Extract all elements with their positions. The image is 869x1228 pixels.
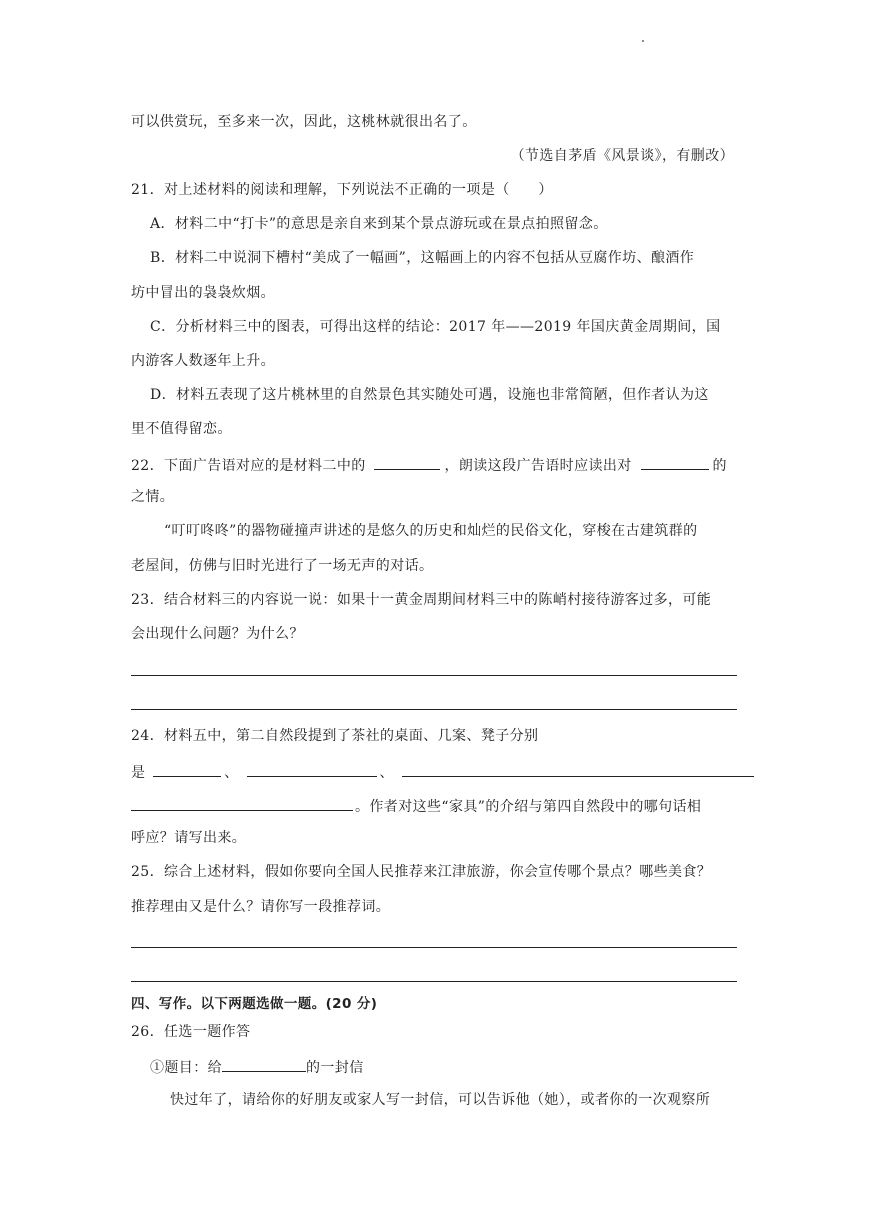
writing-prompt: 快过年了，请给你的好朋友或家人写一封信，可以告诉他（她），或者你的一次观察所: [170, 1092, 711, 1108]
answer-blank[interactable]: [374, 453, 440, 470]
answer-line[interactable]: [131, 947, 737, 948]
question-25-cont: 推荐理由又是什么？请你写一段推荐词。: [131, 899, 391, 915]
question-22-part2: ，朗读这段广告语时应读出对: [444, 458, 632, 474]
option-b: B．材料二中说洞下槽村“美成了一幅画”，这幅画上的内容不包括从豆腐作坊、酿酒作: [150, 250, 695, 266]
writing-topic: [150, 1055, 364, 1078]
question-21: 21．对上述材料的阅读和理解，下列说法不正确的一项是（ ）: [131, 182, 553, 198]
question-24-text: 。作者对这些“家具”的介绍与第四自然段中的哪句话相: [355, 799, 702, 815]
option-c-cont: 内游客人数逐年上升。: [131, 353, 275, 369]
ad-slogan-cont: 老屋间，仿佛与旧时光进行了一场无声的对话。: [131, 558, 434, 574]
separator: 、: [379, 765, 394, 781]
option-c: C．分析材料三中的图表，可得出这样的结论：2017 年——2019 年国庆黄金周期间，国: [150, 319, 721, 335]
source-citation: （节选自茅盾《风景谈》，有删改）: [510, 148, 734, 164]
option-d-cont: 里不值得留恋。: [131, 421, 232, 437]
answer-line[interactable]: [131, 981, 737, 982]
answer-line[interactable]: [131, 675, 737, 676]
option-a: A．材料二中“打卡”的意思是亲自来到某个景点游玩或在景点拍照留念。: [150, 216, 608, 232]
separator: 、: [224, 765, 239, 781]
question-25: 25．综合上述材料，假如你要向全国人民推荐来江津旅游，你会宣传哪个景点？哪些美食？: [131, 864, 712, 880]
section-heading: 四、写作。以下两题选做一题。(20 分): [131, 996, 378, 1012]
question-22: [131, 453, 727, 476]
question-24-blanks: [131, 760, 754, 783]
question-23: 23．结合材料三的内容说一说：如果十一黄金周期间材料三中的陈峭村接待游客过多，可能: [131, 592, 712, 608]
text-line: 可以供赏玩，至多来一次，因此，这桃林就很出名了。: [131, 114, 477, 130]
question-24: 24．材料五中，第二自然段提到了茶社的桌面、几案、凳子分别: [131, 728, 539, 744]
answer-blank[interactable]: [402, 760, 754, 777]
question-22-part1: 22．下面广告语对应的是材料二中的: [131, 458, 366, 474]
question-23-cont: 会出现什么问题？为什么？: [131, 626, 304, 642]
topic-prefix: ①题目：给: [150, 1060, 222, 1076]
answer-blank[interactable]: [153, 760, 221, 777]
answer-blank[interactable]: [641, 453, 709, 470]
answer-blank[interactable]: [131, 794, 353, 811]
option-b-cont: 坊中冒出的袅袅炊烟。: [131, 285, 275, 301]
question-24-prefix: 是: [131, 765, 146, 781]
question-22-cont: 之情。: [131, 489, 175, 505]
question-24-cont: [131, 794, 701, 817]
answer-blank[interactable]: [222, 1055, 306, 1072]
answer-blank[interactable]: [247, 760, 377, 777]
question-24-end: 呼应？请写出来。: [131, 830, 247, 846]
question-26: 26．任选一题作答: [131, 1024, 251, 1040]
question-22-part3: 的: [712, 458, 727, 474]
answer-line[interactable]: [131, 709, 737, 710]
page-dot: [642, 40, 644, 42]
topic-suffix: 的一封信: [306, 1060, 364, 1076]
option-d: D．材料五表现了这片桃林里的自然景色其实随处可遇，设施也非常简陋，但作者认为这: [150, 387, 709, 403]
ad-slogan: “叮叮咚咚”的器物碰撞声讲述的是悠久的历史和灿烂的民俗文化，穿梭在古建筑群的: [164, 523, 698, 539]
